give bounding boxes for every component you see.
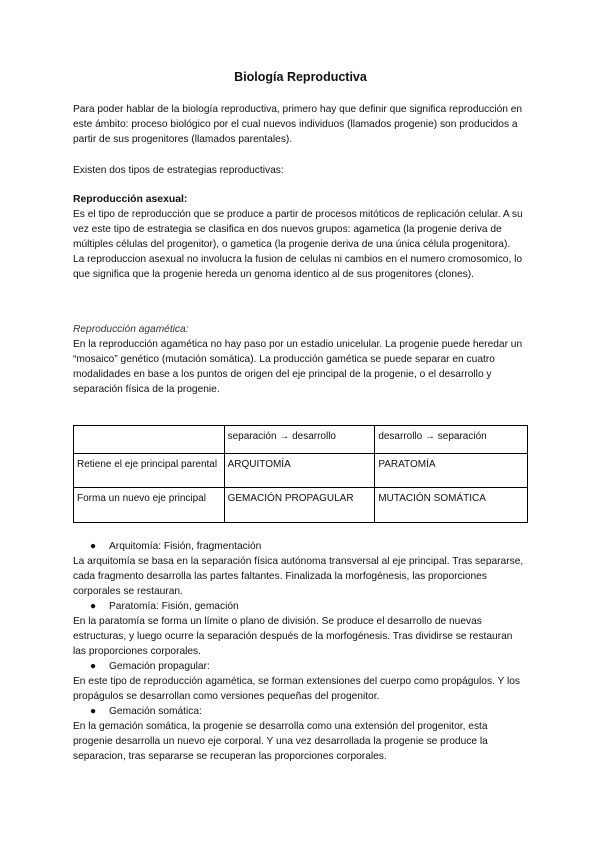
table-cell: PARATOMÍA: [375, 454, 528, 488]
bullet-icon: ●: [90, 541, 97, 552]
intro-section: [73, 102, 528, 147]
modalities-list: [73, 539, 528, 764]
table-row: [74, 488, 528, 523]
agametica-paragraph: En la reproducción agamética no hay paso por un estadio unicelular. La progenie puede heredar un “mosaico” genético (mutación somática). La producción gamética se puede separar en cuatro modalidades en base a los puntos de origen del eje principal de la progenie, o el desarrollo y separación física de la progenie.: [73, 339, 523, 395]
list-item-label: ● Arquitomía: Fisión, fragmentación: [90, 541, 262, 552]
intro-paragraph: Para poder hablar de la biología reproductiva, primero hay que definir que significa reproducción en este ámbito: proceso biológico por el cual nuevos individuos (llamados progenie) son producidos a partir de sus progenitores (llamados parentales).: [73, 104, 523, 145]
asexual-section: [73, 192, 528, 282]
modalities-table: [73, 425, 528, 523]
bullet-icon: ●: [90, 706, 97, 717]
table-header-cell: [74, 426, 225, 454]
bullet-icon: ●: [90, 661, 97, 672]
table-header-cell: desarrollo → separación: [375, 426, 528, 454]
agametica-heading: Reproducción agamética:: [73, 324, 189, 335]
table-cell: GEMACIÓN PROPAGULAR: [224, 488, 375, 523]
list-item-text: En la paratomía se forma un límite o plano de división. Se produce el desarrollo de nuevas estructuras, y luego ocurre la separación después de la morfogénesis. Tras dividirse se restauran las proporciones corporales.: [73, 616, 513, 657]
list-item-label: ● Gemación propagular:: [90, 661, 210, 672]
table-header-row: [74, 426, 528, 454]
strategies-section: [73, 163, 528, 178]
table-row: [74, 454, 528, 488]
page-title: Biología Reproductiva: [234, 70, 367, 84]
list-item-text: La arquitomía se basa en la separación física autónoma transversal al eje principal. Tras separarse, cada fragmento desarrolla las partes faltantes. Finalizada la morfogénesis, las proporciones corporales se restauran.: [73, 556, 524, 597]
table-cell: Retiene el eje principal parental: [74, 454, 225, 488]
list-item-label: ● Gemación somática:: [90, 706, 202, 717]
list-item-text: En la gemación somática, la progenie se desarrolla como una extensión del progenitor, esta progenie desarrolla un nuevo eje corporal. Y una vez desarrollada la progenie se produce la separacion, tras separarse se recuperan las proporciones corporales.: [73, 721, 488, 762]
table-cell: Forma un nuevo eje principal: [74, 488, 225, 523]
asexual-paragraph-2: La reproduccion asexual no involucra la fusion de celulas ni cambios en el numero cromosomico, lo que significa que la progenie hereda un genoma identico al de sus progenitores (clones).: [73, 254, 523, 280]
agametica-section: [73, 322, 528, 397]
bullet-icon: ●: [90, 601, 97, 612]
table-cell: ARQUITOMÍA: [224, 454, 375, 488]
table-header-cell: separación → desarrollo: [224, 426, 375, 454]
list-item-text: En este tipo de reproducción agamética, se forman extensiones del cuerpo como propágulos. Y los propágulos se desarrollan como versiones pequeñas del progenitor.: [73, 676, 521, 702]
list-item-label: ● Paratomía: Fisión, gemación: [90, 601, 239, 612]
asexual-heading: Reproducción asexual:: [73, 194, 188, 205]
strategies-paragraph: Existen dos tipos de estrategias reproductivas:: [73, 165, 284, 176]
table-cell: MUTACIÓN SOMÁTICA: [375, 488, 528, 523]
asexual-paragraph-1: Es el tipo de reproducción que se produce a partir de procesos mitóticos de replicación celular. A su vez este tipo de estrategia se clasifica en dos nuevos grupos: agametica (la progenie deriva de múltiples células del progenitor), o gametica (la progenie deriva de una única célula progenitora).: [73, 209, 523, 250]
